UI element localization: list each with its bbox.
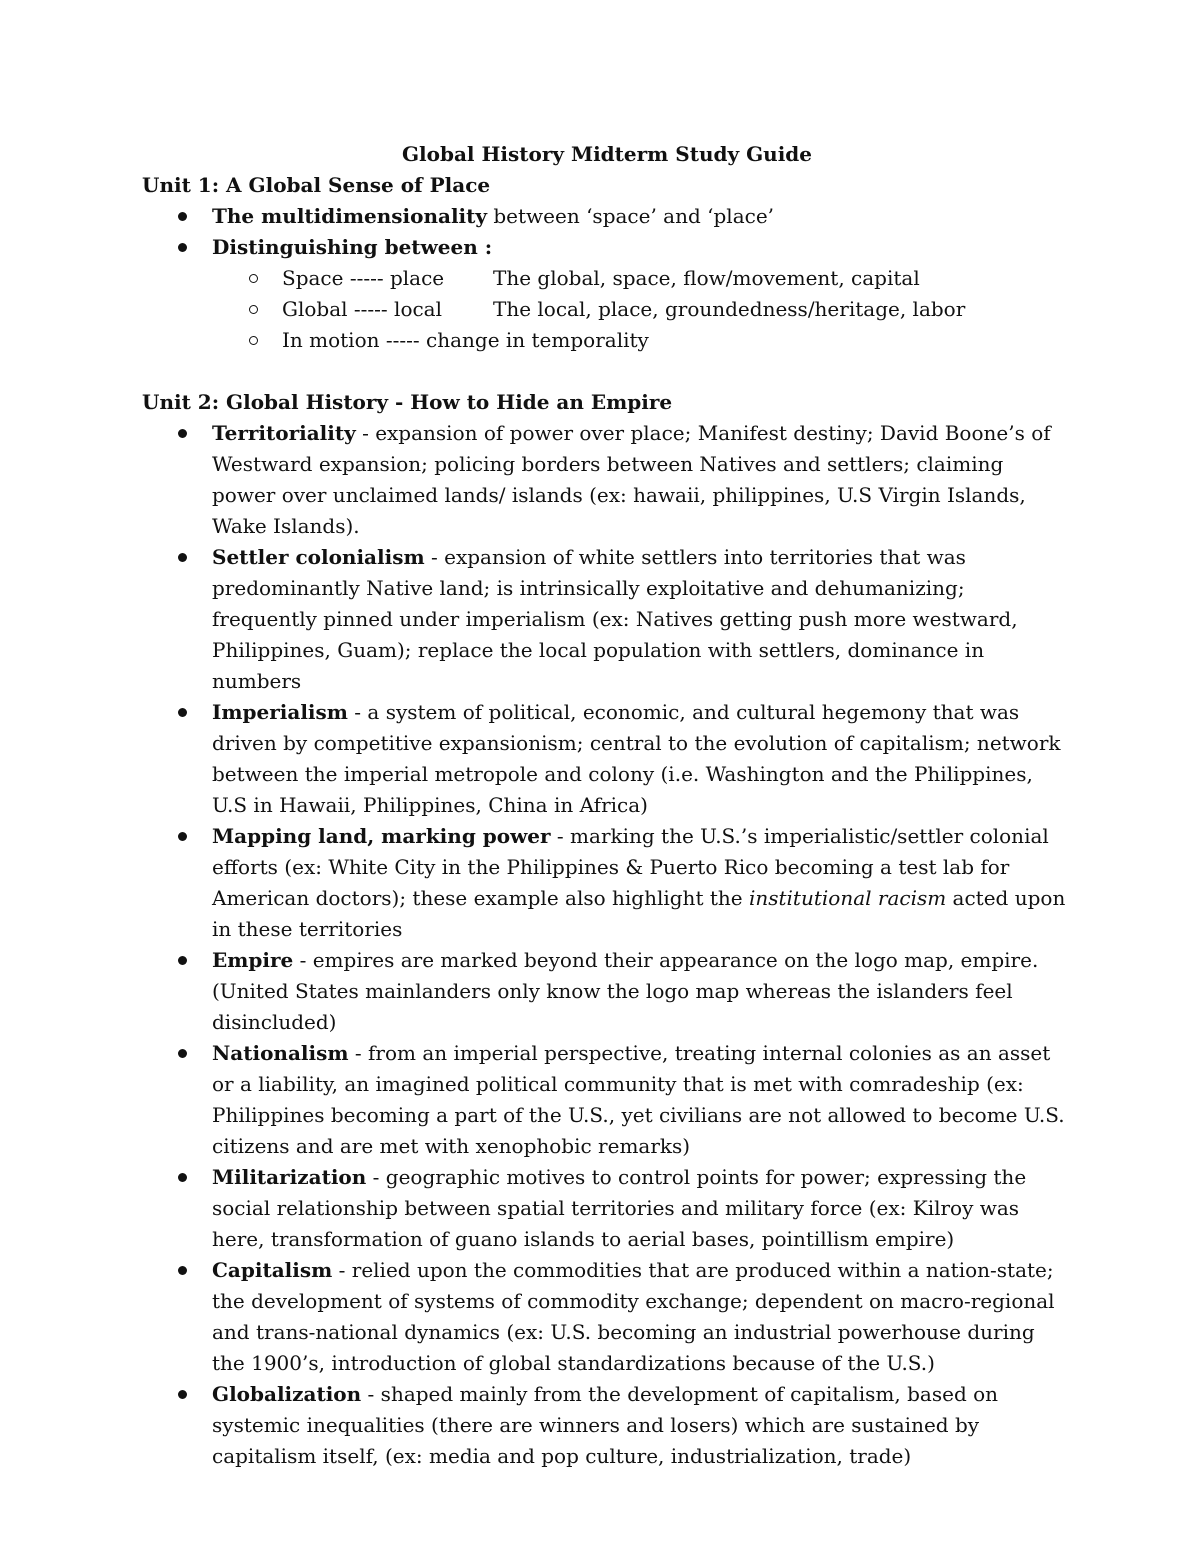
list-item — [142, 232, 1072, 356]
list-item — [142, 1038, 1072, 1162]
item-text: - geographic motives to control points for power; expressing the social relationship between spatial territories and military force (ex: Kilroy was here, transformation of guano islands to aerial bases, pointillism empire) — [212, 1165, 1027, 1251]
hollow-bullet-icon — [249, 305, 258, 314]
item-text: - expansion of power over place; Manifest destiny; David Boone’s of Westward expansion; policing borders between Natives and settlers; claiming power over unclaimed lands/ islands (ex: hawaii, philippines, U.S Virgin Islands, Wake Islands). — [212, 421, 1051, 538]
unit-2-heading: Unit 2: Global History - How to Hide an Empire — [142, 390, 673, 414]
list-item — [142, 418, 1072, 542]
list-item — [142, 821, 1072, 945]
bullet-icon — [178, 1266, 187, 1275]
item-text: - shaped mainly from the development of capitalism, based on systemic inequalities (there are winners and losers) which are sustained by capitalism itself, (ex: media and pop culture, industrialization, trade) — [212, 1382, 999, 1468]
sub-item-right: The local, place, groundedness/heritage, labor — [493, 297, 966, 321]
bullet-icon — [178, 243, 187, 252]
item-term: Empire — [212, 948, 294, 972]
item-text: - a system of political, economic, and cultural hegemony that was driven by competitive expansionism; central to the evolution of capitalism; network between the imperial metropole and colony (i.e. Washington and the Philippines, U.S in Hawaii, Philippines, China in Africa) — [212, 700, 1061, 817]
bullet-icon — [178, 956, 187, 965]
item-term: Capitalism — [212, 1258, 333, 1282]
sub-item-left: Global ----- local — [282, 297, 442, 321]
sub-item-right: The global, space, flow/movement, capital — [493, 266, 920, 290]
item-text: - from an imperial perspective, treating internal colonies as an asset or a liability, an imagined political community that is met with comradeship (ex: Philippines becoming a part of the U.S., yet civilians are not allowed to become U.S. citizens and are met with xenophobic remarks) — [212, 1041, 1065, 1158]
unit-2-list — [142, 418, 1072, 1472]
sub-item-left: In motion ----- change in temporality — [282, 328, 649, 352]
sub-list-item — [142, 294, 1072, 325]
item-term: Imperialism — [212, 700, 348, 724]
list-item — [142, 542, 1072, 697]
hollow-bullet-icon — [249, 274, 258, 283]
sub-list-item — [142, 325, 1072, 356]
item-text: between ‘space’ and ‘place’ — [487, 204, 775, 228]
bullet-icon — [178, 429, 187, 438]
item-term: Nationalism — [212, 1041, 349, 1065]
item-term: Settler colonialism — [212, 545, 425, 569]
item-italic-text: institutional racism — [748, 886, 947, 910]
item-term: The multidimensionality — [212, 204, 488, 228]
list-item — [142, 201, 1072, 232]
item-term: Territoriality — [212, 421, 356, 445]
list-item — [142, 945, 1072, 1038]
item-term: Globalization — [212, 1382, 362, 1406]
item-term: Distinguishing between : — [212, 235, 493, 259]
item-term: Mapping land, marking power — [212, 824, 551, 848]
list-item — [142, 1162, 1072, 1255]
item-text: - marking the U.S.’s imperialistic/settler colonial efforts (ex: White City in the Philippines & Puerto Rico becoming a test lab for American doctors); these example also highlight the — [212, 824, 1049, 910]
section-spacer — [142, 356, 1072, 387]
bullet-icon — [178, 832, 187, 841]
list-item — [142, 1255, 1072, 1379]
item-text-after: acted upon in these territories — [212, 886, 1066, 941]
bullet-icon — [178, 1390, 187, 1399]
list-item — [142, 1379, 1072, 1472]
sub-item-left: Space ----- place — [282, 266, 445, 290]
list-item — [142, 697, 1072, 821]
item-text: - expansion of white settlers into territories that was predominantly Native land; is intrinsically exploitative and dehumanizing; frequently pinned under imperialism (ex: Natives getting push more westward, Philippines, Guam); replace the local population with settlers, dominance in numbers — [212, 545, 1018, 693]
item-term: Militarization — [212, 1165, 367, 1189]
unit-1-heading: Unit 1: A Global Sense of Place — [142, 173, 491, 197]
sub-list — [212, 263, 1072, 356]
bullet-icon — [178, 212, 187, 221]
unit-1-list — [142, 201, 1072, 356]
item-text: - empires are marked beyond their appearance on the logo map, empire. (United States mainlanders only know the logo map whereas the islanders feel disincluded) — [212, 948, 1039, 1034]
document-body — [142, 139, 1072, 1472]
bullet-icon — [178, 1173, 187, 1182]
bullet-icon — [178, 1049, 187, 1058]
bullet-icon — [178, 708, 187, 717]
bullet-icon — [178, 553, 187, 562]
document-title: Global History Midterm Study Guide — [401, 142, 813, 166]
hollow-bullet-icon — [249, 336, 258, 345]
sub-list-item — [142, 263, 1072, 294]
item-text: - relied upon the commodities that are produced within a nation-state; the development of systems of commodity exchange; dependent on macro-regional and trans-national dynamics (ex: U.S. becoming an industrial powerhouse during the 1900’s, introduction of global standardizations because of the U.S.) — [212, 1258, 1055, 1375]
